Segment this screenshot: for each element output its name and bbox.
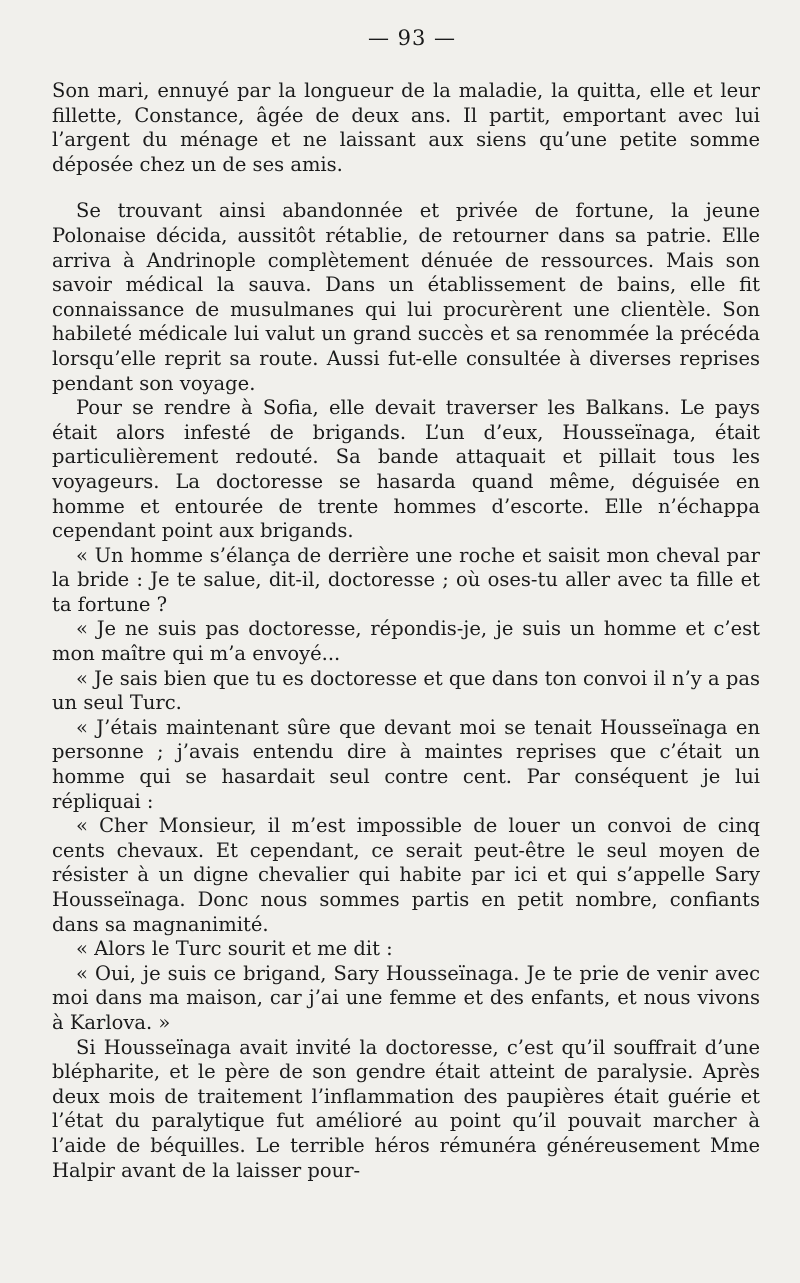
paragraph-5: « Je ne suis pas doctoresse, répondis-je, je suis un homme et c’est mon maître qui m’a envoyé... bbox=[52, 617, 760, 666]
paragraph-9: « Alors le Turc sourit et me dit : bbox=[76, 937, 393, 961]
paragraph-10: « Oui, je suis ce brigand, Sary Housseïnaga. Je te prie de venir avec moi dans ma maison, car j’ai une femme et des enfants, et nous vivons à Karlova. » bbox=[52, 961, 760, 1034]
paragraph-3: Pour se rendre à Sofia, elle devait traverser les Balkans. Le pays était alors infesté de brigands. L’un d’eux, Housseïnaga, était particulièrement redouté. Sa bande attaquait et pillait tous les voyageurs. La doctoresse se hasarda quand même, déguisée en homme et entourée de trente hommes d’escorte. Elle n’échappa cependant point aux brigands. bbox=[52, 396, 760, 543]
paragraph-2: Se trouvant ainsi abandonnée et privée de fortune, la jeune Polonaise décida, aussitôt rétablie, de retourner dans sa patrie. Elle arriva à Andrinople complètement dénuée de ressources. Mais son savoir médical la sauva. Dans un établissement de bains, elle fit connaissance de musulmanes qui lui procurèrent une clientèle. Son habileté médicale lui valut un grand succès et sa renommée la précéda lorsqu’elle reprit sa route. Aussi fut-elle consultée à diverses reprises pendant son voyage. bbox=[52, 199, 760, 395]
page-number: — 93 — bbox=[367, 26, 457, 50]
paragraph-11: Si Housseïnaga avait invité la doctoresse, c’est qu’il souffrait d’une blépharite, et le père de son gendre était atteint de paralysie. Après deux mois de traitement l’inflammation des paupières était guérie et l’état du paralytique fut amélioré au point qu’il pouvait marcher à l’aide de béquilles. Le terrible héros rémunéra généreusement Mme Halpir avant de la laisser pour- bbox=[52, 1035, 760, 1182]
paragraph-8: « Cher Monsieur, il m’est impossible de louer un convoi de cinq cents chevaux. Et cependant, ce serait peut-être le seul moyen de résister à un digne chevalier qui habite par ici et qui s’appelle Sary Housseïnaga. Donc nous sommes partis en petit nombre, confiants dans sa magnanimité. bbox=[52, 814, 760, 936]
paragraph-4: « Un homme s’élança de derrière une roche et saisit mon cheval par la bride : Je te salue, dit-il, doctoresse ; où oses-tu aller avec ta fille et ta fortune ? bbox=[52, 543, 760, 616]
paragraph-6: « Je sais bien que tu es doctoresse et que dans ton convoi il n’y a pas un seul Turc. bbox=[52, 666, 760, 715]
paragraph-1: Son mari, ennuyé par la longueur de la maladie, la quitta, elle et leur fillette, Constance, âgée de deux ans. Il partit, emportant avec lui l’argent du ménage et ne laissant aux siens qu’une petite somme déposée chez un de ses amis. bbox=[52, 79, 760, 176]
paragraph-7: « J’étais maintenant sûre que devant moi se tenait Housseïnaga en personne ; j’avais entendu dire à maintes reprises que c’était un homme qui se hasardait seul contre cent. Par conséquent je lui répliquai : bbox=[52, 715, 760, 813]
